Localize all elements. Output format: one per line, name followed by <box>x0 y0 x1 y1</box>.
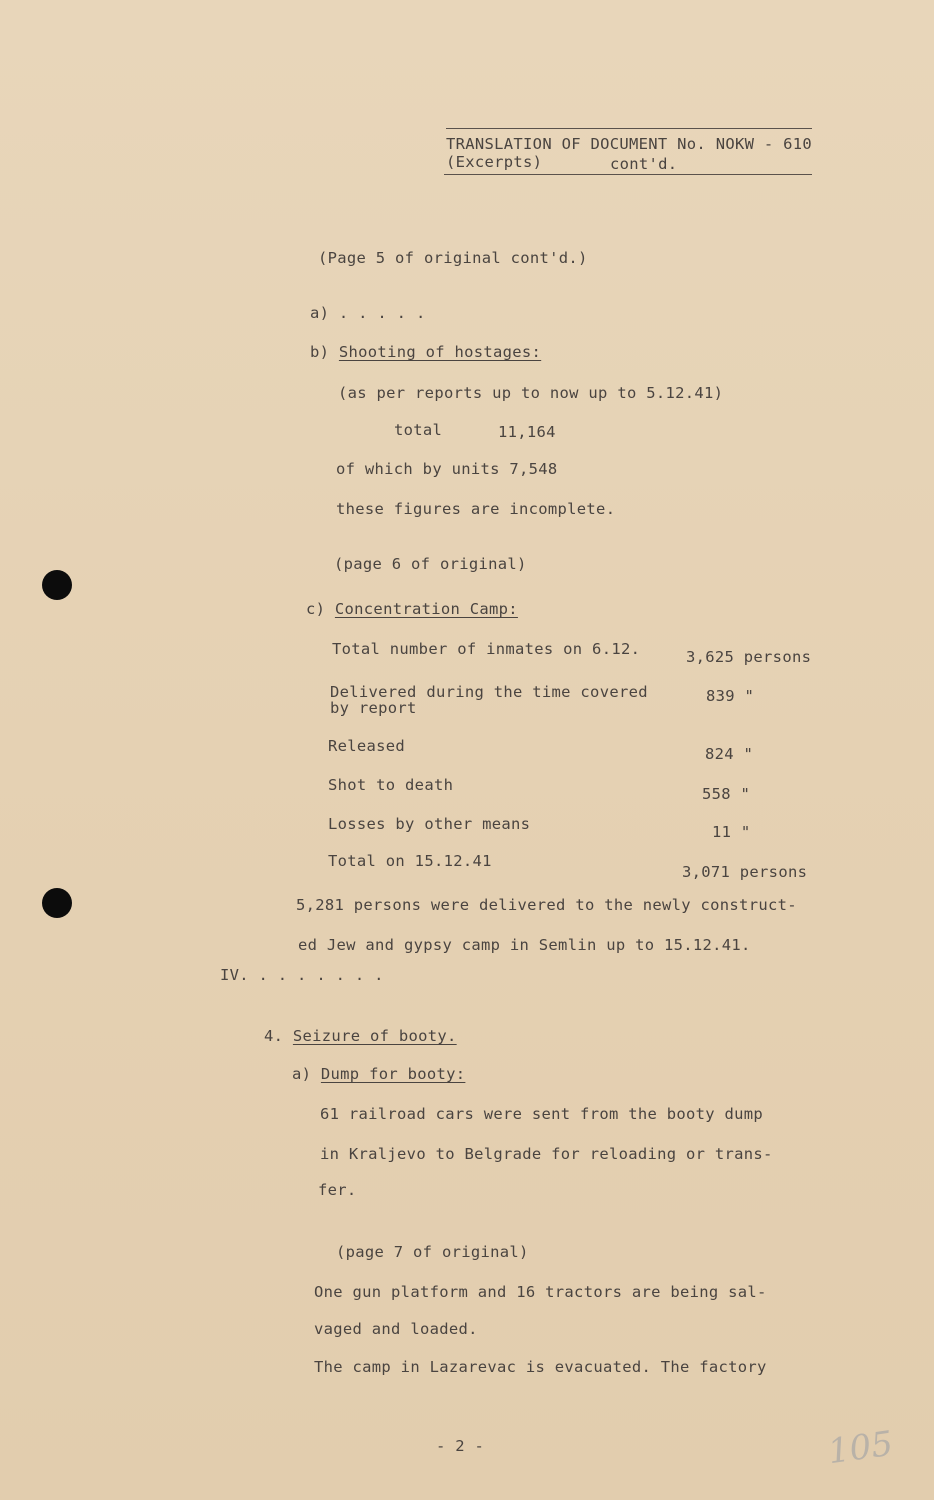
booty-line-3: fer. <box>318 1181 357 1199</box>
page7-note: (page 7 of original) <box>336 1243 529 1261</box>
punch-hole-top <box>42 570 72 600</box>
page5-note: (Page 5 of original cont'd.) <box>318 249 588 267</box>
item-b <box>310 343 541 361</box>
booty-line-1: 61 railroad cars were sent from the booty dump <box>320 1105 764 1123</box>
punch-hole-bottom <box>42 888 72 918</box>
booty-heading <box>264 1027 457 1045</box>
page7-line-1: One gun platform and 16 tractors are being sal- <box>314 1283 767 1301</box>
table-row-value: 3,625 persons <box>686 648 812 666</box>
page7-line-2: vaged and loaded. <box>314 1320 478 1338</box>
header-rule-bottom <box>444 174 812 175</box>
item-c <box>306 600 518 618</box>
table-row-label: Total number of inmates on 6.12. <box>332 640 641 658</box>
booty-item-a-label: a) <box>292 1065 312 1083</box>
table-row-value: 839 " <box>706 687 755 705</box>
booty-title: Seizure of booty. <box>292 1027 457 1045</box>
table-row-value: 558 " <box>702 785 751 803</box>
table-row-label: Shot to death <box>328 776 454 794</box>
booty-number: 4. <box>264 1027 284 1045</box>
header-rule-top <box>446 128 812 129</box>
table-row-value: 824 " <box>705 745 754 763</box>
total-value: 11,164 <box>498 423 556 441</box>
item-b-label: b) <box>310 343 330 361</box>
item-c-label: c) <box>306 600 326 618</box>
table-row-label-cont: by report <box>330 699 417 717</box>
item-c-title: Concentration Camp: <box>334 600 518 618</box>
booty-line-2: in Kraljevo to Belgrade for reloading or trans- <box>320 1145 773 1163</box>
reports-line: (as per reports up to now up to 5.12.41) <box>338 384 724 402</box>
booty-item-a <box>292 1065 465 1083</box>
table-row-value: 3,071 persons <box>682 863 808 881</box>
item-a: a) . . . . . <box>310 304 426 322</box>
page7-line-3: The camp in Lazarevac is evacuated. The factory <box>314 1358 767 1376</box>
units-line: of which by units 7,548 <box>336 460 558 478</box>
item-iv: IV. . . . . . . . <box>220 966 384 984</box>
incomplete-line: these figures are incomplete. <box>336 500 616 518</box>
item-b-title: Shooting of hostages: <box>338 343 542 361</box>
page-number: - 2 - <box>436 1437 485 1455</box>
table-row-label: Delivered during the time covered <box>330 683 648 701</box>
total-label: total <box>394 421 443 439</box>
table-row-label: Losses by other means <box>328 815 531 833</box>
handwritten-folio-number: 105 <box>825 1423 896 1473</box>
booty-item-a-title: Dump for booty: <box>320 1065 466 1083</box>
table-row-label: Released <box>328 737 406 755</box>
page6-note: (page 6 of original) <box>334 555 527 573</box>
table-row-value: 11 " <box>712 823 751 841</box>
semlin-line-2: ed Jew and gypsy camp in Semlin up to 15.12.41. <box>298 936 751 954</box>
table-row-label: Total on 15.12.41 <box>328 852 492 870</box>
semlin-line-1: 5,281 persons were delivered to the newly construct- <box>296 896 797 914</box>
header-excerpts: (Excerpts) <box>446 153 543 171</box>
header-contd: cont'd. <box>610 155 678 173</box>
header-title: TRANSLATION OF DOCUMENT No. NOKW - 610 <box>446 135 813 153</box>
